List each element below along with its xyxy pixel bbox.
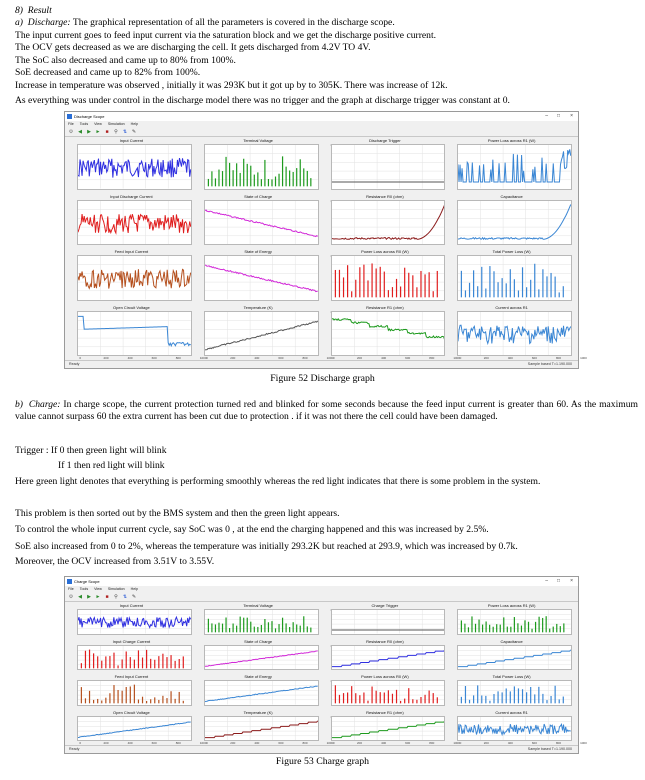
step-icon[interactable]: ► [95,128,101,135]
x-tick-label: 200 [230,741,236,745]
waveform-trace [78,269,191,288]
plot-area[interactable] [457,255,572,301]
plot-area[interactable] [204,144,319,190]
play-icon[interactable]: ▶ [87,128,91,135]
waveform-plot [458,256,571,300]
panel-title: Total Power Loss (W) [492,674,531,679]
scope-panel [448,249,575,305]
plot-area[interactable] [331,716,446,742]
panel-title: Power Loss across R1 (W) [487,138,536,143]
waveform-plot [78,312,191,356]
waveform-trace [78,617,191,627]
scope-panel [68,304,207,361]
menu-file[interactable]: File [68,122,74,126]
plot-area[interactable] [331,144,446,190]
discharge-line-6: As everything was under control in the discharge model there was no trigger and the graph at discharge trigger was constant at 0. [15,95,510,106]
waveform-plot [332,201,445,245]
waveform-trace [78,721,191,737]
green-light-paragraph: Here green light denotes that everything is performing smoothly whereas the red light indicates that there is some problem in the system. [15,476,541,487]
discharge-intro-text: The graphical representation of all the parameters is covered in the discharge scope. [70,17,395,28]
panel-title: Temperature (K) [243,304,273,310]
x-tick-label: 600 [405,741,411,745]
scope-toolbar [65,592,578,602]
x-tick-label: 800 [429,741,435,745]
charge-paragraph [15,399,638,424]
menu-tools[interactable]: Tools [79,122,89,126]
stop-icon[interactable]: ■ [105,593,109,600]
scope-panel [195,138,322,194]
waveform-plot [78,646,191,670]
waveform-plot [458,610,571,634]
scope-titlebar [65,577,578,586]
waveform-plot [205,145,318,189]
scope-panel [448,603,575,639]
plot-area[interactable] [204,645,319,671]
trigger-line-2: If 1 then red light will blink [58,460,165,471]
scope-panel [322,674,449,710]
menu-tools[interactable]: Tools [79,587,89,591]
edit-icon[interactable]: ✎ [131,593,137,600]
x-tick-label: 400 [127,741,133,745]
plot-area[interactable] [77,311,192,357]
scope-statusbar [65,360,578,368]
charge-scope-window [64,576,587,754]
x-tick-label: 600 [278,741,284,745]
discharge-plot-grid [68,138,587,360]
settings-icon[interactable]: ⚙ [68,593,74,600]
panel-title: Resistance R0 (ohm) [366,193,404,199]
scope-panel [195,603,322,639]
x-tick-label: 600 [151,741,157,745]
window-title: Charge Scope [74,579,100,584]
panel-title: State of Energy [244,674,272,679]
discharge-line-2: The OCV gets decreased as we are discharging the cell. It gets discharged from 4.2V TO 4V. [15,42,371,53]
autoscale-icon[interactable]: ⇅ [122,128,128,135]
panel-title: Input Charge Current [112,638,151,644]
waveform-plot [458,145,571,189]
x-tick-label: 800 [429,356,435,360]
plot-area[interactable] [204,255,319,301]
plot-area[interactable] [77,200,192,246]
panel-title: Open Circuit Voltage [113,304,150,310]
waveform-plot [332,256,445,300]
panel-title: Charge Trigger [371,603,399,608]
status-sample-time: Sample based T=1.190.000 [527,362,572,366]
waveform-trace [78,158,191,177]
waveform-plot [458,312,571,356]
close-icon[interactable]: × [570,578,573,584]
panel-title: Input Current [119,138,144,143]
scope-panel [322,194,449,250]
x-tick-label: 400 [381,741,387,745]
status-ready: Ready [69,747,80,751]
x-tick-label: 800 [555,741,561,745]
x-tick-label: 200 [103,741,109,745]
close-icon[interactable]: × [570,113,573,119]
waveform-plot [205,610,318,634]
scope-panel [448,194,575,250]
plot-area[interactable] [331,609,446,635]
window-title: Discharge Scope [74,114,105,119]
menu-simulation[interactable]: Simulation [107,587,125,591]
x-tick-label: 0 [79,741,82,745]
x-tick-label: 600 [151,356,157,360]
scope-panel [448,674,575,710]
discharge-scope-window [64,111,587,369]
scope-panel [68,709,207,746]
x-tick-label: 800 [302,356,308,360]
panel-title: Resistance R1 (ohm) [366,709,404,715]
waveform-trace [205,720,318,737]
waveform-trace [458,649,571,666]
x-tick-label: 800 [555,356,561,360]
x-tick-label: 0 [332,356,335,360]
x-tick-label: 200 [483,741,489,745]
minimize-icon[interactable]: – [545,578,548,584]
scope-panel [195,249,322,305]
scope-panel [68,674,195,710]
scope-panel [322,603,449,639]
discharge-line-5: Increase in temperature was observed , initially it was 293K but it got up by to 305K. There was increase of 12k. [15,80,448,91]
waveform-plot [78,717,191,741]
scope-panel [195,709,334,746]
menu-file[interactable]: File [68,587,74,591]
x-tick-label: 0 [459,741,462,745]
x-tick-label: 0 [206,741,208,745]
stop-icon[interactable]: ■ [105,128,109,135]
plot-area[interactable] [204,200,319,246]
waveform-plot [332,646,445,670]
autoscale-icon[interactable]: ⇅ [122,593,128,600]
waveform-plot [78,256,191,300]
x-tick-label: 600 [278,356,284,360]
plot-area[interactable] [204,680,319,706]
scope-panel [195,639,322,675]
waveform-plot [205,312,318,356]
panel-title: Power Loss across R0 (W) [361,249,409,254]
plot-area[interactable] [457,609,572,635]
waveform-trace [458,149,571,182]
x-tick-label: 600 [531,356,537,360]
plot-area[interactable] [331,311,446,357]
plot-area[interactable] [331,200,446,246]
panel-title: Terminal Voltage [243,138,273,143]
x-tick-label: 1000 [453,741,460,745]
discharge-line-3: The SoC also decreased and came up to 80% from 100%. [15,54,236,66]
panel-title: Input Current [119,603,144,608]
scope-panel [195,194,322,250]
plot-area[interactable] [331,255,446,301]
waveform-trace [205,650,318,665]
x-tick-label: 800 [175,356,181,360]
x-tick-label: 600 [405,356,411,360]
status-ready: Ready [69,362,80,366]
x-tick-label: 200 [230,356,236,360]
x-tick-label: 200 [483,356,489,360]
charge-paragraph-text: In charge scope, the current protection turned red and blinked for some seconds because the feed input current is greater than 60. As the maximum value cannot surpass 60 the extra current has been cut due to protection . if it was not there the cell could have been damaged. [15,399,638,423]
soc-line: To control the whole input current cycle, say SoC was 0 , at the end the charging happened and this was increased by 2.5%. [15,524,489,535]
plot-area[interactable] [77,680,192,706]
waveform-plot [458,717,571,741]
figure-53-caption: Figure 53 Charge graph [275,756,370,767]
maximize-icon[interactable]: □ [556,113,560,119]
plot-area[interactable] [77,609,192,635]
x-tick-label: 200 [356,741,362,745]
x-tick-label: 400 [381,356,387,360]
discharge-line-1: The input current goes to feed input current via the saturation block and we get the discharge positive current. [15,29,437,41]
panel-title: Power Loss across R1 (W) [487,603,536,608]
waveform-trace [205,686,318,702]
scope-app-icon [67,579,72,584]
panel-title: Current across R1 [495,709,528,715]
waveform-plot [205,201,318,245]
discharge-intro [15,17,395,29]
waveform-plot [458,201,571,245]
scope-toolbar [65,127,578,137]
waveform-trace [205,320,318,349]
waveform-trace [332,649,445,666]
scope-panel [322,249,449,305]
panel-title: Resistance R1 (ohm) [366,304,404,310]
waveform-plot [458,681,571,705]
scope-panel [448,304,587,361]
waveform-plot [332,610,445,634]
panel-title: State of Energy [244,249,272,254]
plot-area[interactable] [204,716,319,742]
panel-title: Capacitance [500,193,523,199]
menu-view[interactable]: View [94,122,102,126]
panel-title: Capacitance [500,638,523,644]
scope-panel [68,249,195,305]
plot-area[interactable] [331,680,446,706]
scope-statusbar [65,745,578,753]
waveform-plot [332,312,445,356]
scope-panel [448,709,587,746]
waveform-plot [458,646,571,670]
ocv-line: Moreover, the OCV increased from 3.51V to 3.55V. [15,556,215,567]
x-tick-label: 400 [507,741,513,745]
waveform-plot [78,145,191,189]
x-tick-label: 0 [332,741,335,745]
edit-icon[interactable]: ✎ [131,128,137,135]
x-tick-label: 400 [127,356,133,360]
scope-app-icon [67,114,72,119]
play-icon[interactable]: ▶ [87,593,91,600]
waveform-plot [205,256,318,300]
bms-line: This problem is then sorted out by the BMS system and then the green light appears. [15,508,340,519]
waveform-plot [78,610,191,634]
panel-title: Resistance R0 (ohm) [366,638,404,644]
scope-panel [322,304,460,361]
waveform-plot [78,681,191,705]
scope-panel [68,194,195,250]
waveform-trace [332,720,445,737]
panel-title: Open Circuit Voltage [113,709,150,715]
zoom-icon[interactable]: ⚲ [114,593,118,600]
x-tick-label: 1000 [199,741,207,745]
waveform-plot [332,681,445,705]
scope-panel [68,138,195,194]
scope-panel [448,639,575,675]
figure-52-caption: Figure 52 Discharge graph [270,373,375,384]
x-tick-label: 1000 [199,356,207,360]
waveform-trace [78,214,191,233]
settings-icon[interactable]: ⚙ [68,128,74,135]
plot-area[interactable] [457,144,572,190]
waveform-trace [205,265,318,292]
panel-title: Input Discharge Current [110,193,153,199]
plot-area[interactable] [204,609,319,635]
menu-help[interactable]: Help [130,122,139,126]
waveform-plot [78,201,191,245]
x-tick-label: 0 [206,356,208,360]
x-tick-label: 1000 [580,356,587,360]
x-tick-label: 400 [507,356,513,360]
x-tick-label: 800 [302,741,308,745]
menu-simulation[interactable]: Simulation [107,122,125,126]
scope-panel [448,138,575,194]
x-tick-label: 200 [356,356,362,360]
step-icon[interactable]: ► [95,593,101,600]
waveform-trace [205,209,318,236]
plot-area[interactable] [331,645,446,671]
x-tick-label: 0 [79,356,82,360]
waveform-plot [332,145,445,189]
scope-panel [195,304,334,361]
scope-panel [195,674,322,710]
step-back-icon[interactable]: ◀ [78,593,82,600]
scope-panel [322,709,460,746]
x-tick-label: 400 [254,741,260,745]
waveform-plot [205,681,318,705]
x-tick-label: 400 [254,356,260,360]
x-tick-label: 1000 [580,741,587,745]
status-sample-time: Sample based T=1.190.000 [527,747,572,751]
plot-area[interactable] [457,645,572,671]
plot-area[interactable] [457,716,572,742]
maximize-icon[interactable]: □ [556,578,560,584]
panel-title: Discharge Trigger [369,138,401,143]
menu-help[interactable]: Help [130,587,139,591]
waveform-plot [332,717,445,741]
panel-title: Temperature (K) [243,709,273,715]
waveform-plot [205,717,318,741]
soe-line: SoE also increased from 0 to 2%, whereas the temperature was initially 293.2K but reached at 293.9, which was increased by 0.7k. [15,541,518,552]
plot-area[interactable] [77,144,192,190]
waveform-trace [458,325,571,343]
scope-panel [68,639,195,675]
x-tick-label: 1000 [453,356,460,360]
scope-titlebar [65,112,578,121]
plot-area[interactable] [77,255,192,301]
plot-area[interactable] [204,311,319,357]
scope-panel [68,603,195,639]
x-tick-label: 0 [459,356,462,360]
discharge-line-4: SoE decreased and came up to 82% from 100%. [15,67,201,78]
panel-title: Current across R1 [495,304,528,310]
scope-panel [322,138,449,194]
charge-plot-grid [68,603,587,745]
x-tick-label: 1000 [326,741,334,745]
menu-view[interactable]: View [94,587,102,591]
x-tick-label: 600 [531,741,537,745]
panel-title: State of Charge [244,638,273,644]
plot-area[interactable] [457,680,572,706]
panel-title: Power Loss across R0 (W) [361,674,409,679]
panel-title: Feed Input Current [114,249,149,254]
step-back-icon[interactable]: ◀ [78,128,82,135]
panel-title: Terminal Voltage [243,603,273,608]
panel-title: State of Charge [244,193,273,199]
charge-label: b) Charge: [15,399,61,410]
plot-area[interactable] [457,311,572,357]
waveform-plot [205,646,318,670]
x-tick-label: 200 [103,356,109,360]
waveform-trace [458,724,571,734]
plot-area[interactable] [77,645,192,671]
plot-area[interactable] [77,716,192,742]
discharge-label: a) Discharge: [15,17,71,28]
panel-title: Feed Input Current [114,674,149,679]
plot-area[interactable] [457,200,572,246]
x-tick-label: 1000 [326,356,334,360]
x-tick-label: 800 [175,741,181,745]
trigger-line-1: Trigger : If 0 then green light will blink [15,445,167,456]
panel-title: Total Power Loss (W) [492,249,531,254]
scope-panel [322,639,449,675]
section-heading: 8) Result [15,5,52,16]
zoom-icon[interactable]: ⚲ [114,128,118,135]
minimize-icon[interactable]: – [545,113,548,119]
